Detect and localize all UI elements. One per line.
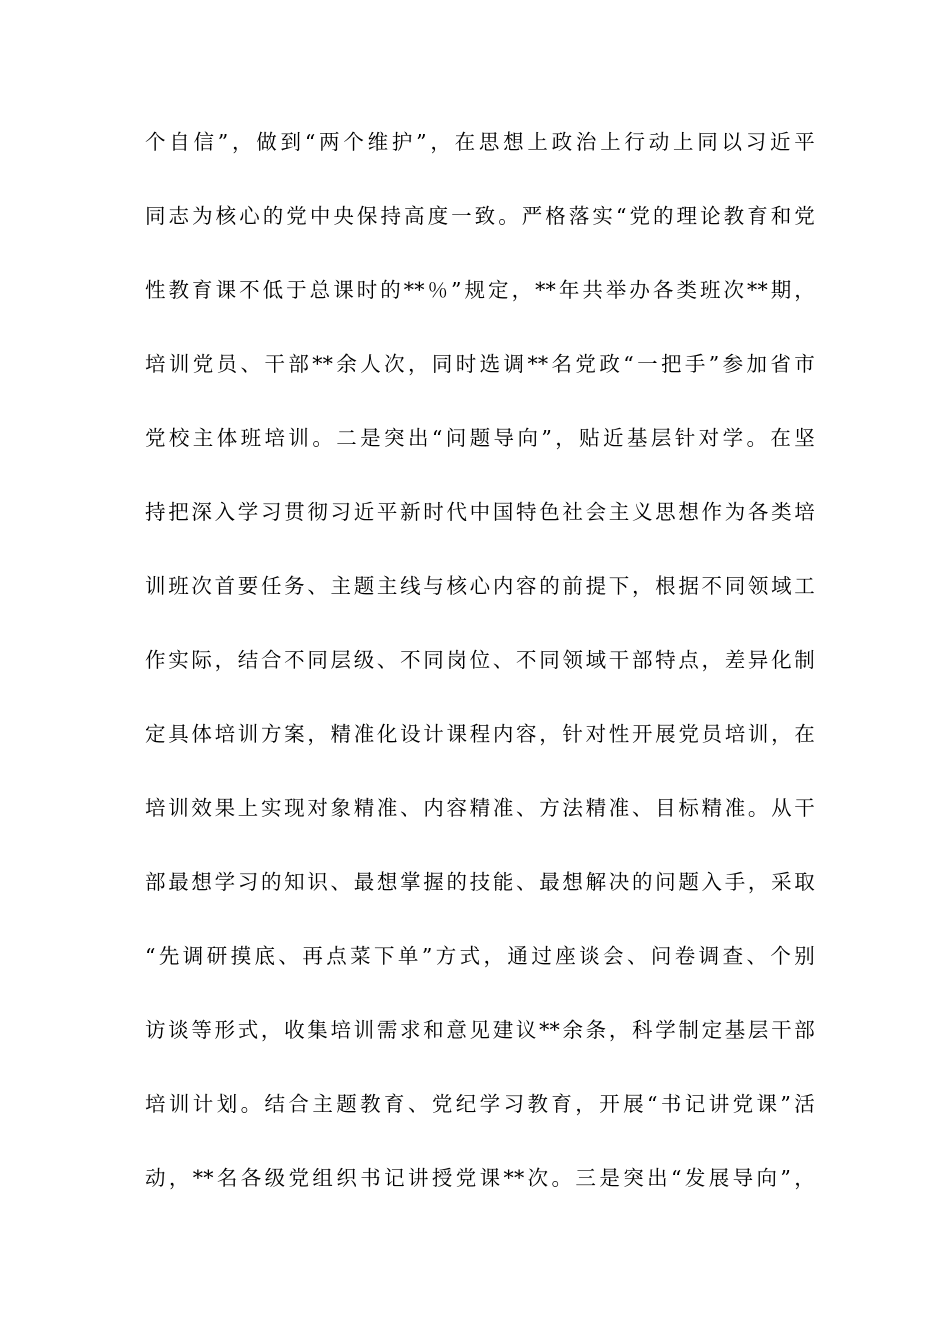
- text-line: 培训效果上实现对象精准、内容精准、方法精准、目标精准。从干: [145, 796, 815, 820]
- text-line: 定具体培训方案，精准化设计课程内容，针对性开展党员培训，在: [145, 722, 815, 746]
- text-line: 同志为核心的党中央保持高度一致。严格落实“党的理论教育和党: [145, 204, 815, 228]
- body-text: [145, 118, 815, 1228]
- text-line: 个自信”，做到“两个维护”，在思想上政治上行动上同以习近平: [145, 130, 815, 154]
- text-line: 作实际，结合不同层级、不同岗位、不同领域干部特点，差异化制: [145, 648, 815, 672]
- text-line: 性教育课不低于总课时的**％”规定，**年共举办各类班次**期，: [145, 278, 815, 302]
- text-line: “先调研摸底、再点菜下单”方式，通过座谈会、问卷调查、个别: [145, 944, 815, 968]
- text-line: 访谈等形式，收集培训需求和意见建议**余条，科学制定基层干部: [145, 1018, 815, 1042]
- text-line: 训班次首要任务、主题主线与核心内容的前提下，根据不同领域工: [145, 574, 815, 598]
- text-line: 党校主体班培训。二是突出“问题导向”，贴近基层针对学。在坚: [145, 426, 815, 450]
- text-line: 动，**名各级党组织书记讲授党课**次。三是突出“发展导向”，: [145, 1166, 815, 1190]
- text-line: 部最想学习的知识、最想掌握的技能、最想解决的问题入手，采取: [145, 870, 815, 894]
- text-line: 培训党员、干部**余人次，同时选调**名党政“一把手”参加省市: [145, 352, 815, 376]
- text-line: 培训计划。结合主题教育、党纪学习教育，开展“书记讲党课”活: [145, 1092, 815, 1116]
- text-line: 持把深入学习贯彻习近平新时代中国特色社会主义思想作为各类培: [145, 500, 815, 524]
